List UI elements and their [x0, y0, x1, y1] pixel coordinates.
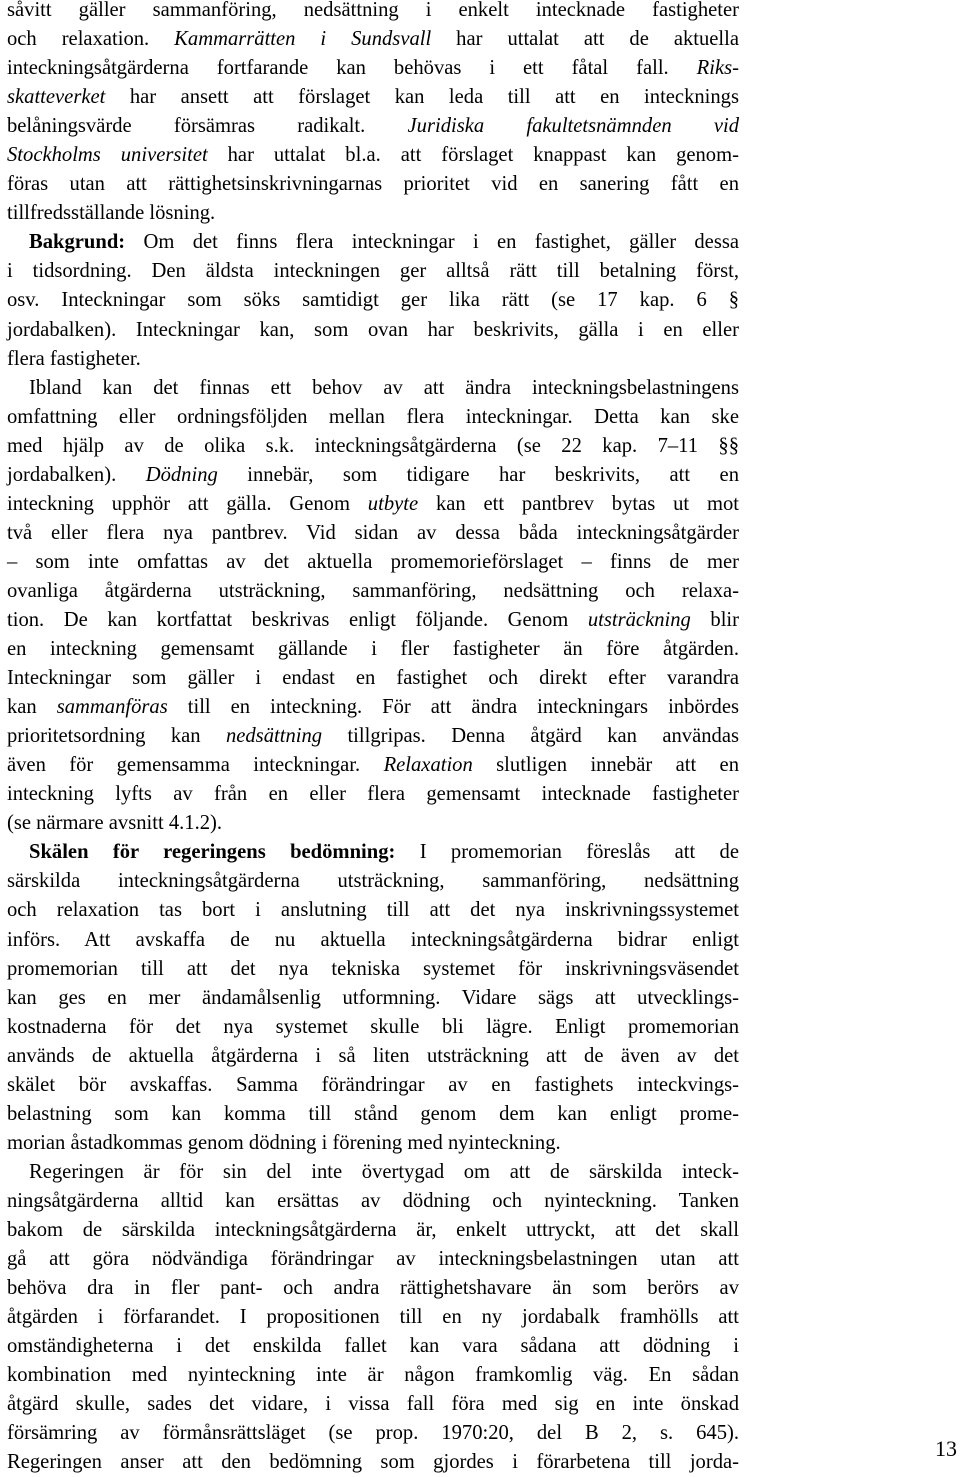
italic-text: utbyte: [367, 492, 419, 515]
text-line: [7, 25, 739, 54]
text-segment: inteckningsåtgärderna fortfarande kan behövas i ett fåtal fall.: [7, 57, 697, 80]
text-line: [7, 286, 739, 315]
italic-text: sammanföras: [56, 696, 168, 719]
text-line: [7, 112, 739, 141]
text-line: [7, 403, 739, 432]
text-line: [7, 83, 739, 112]
text-line: [7, 345, 739, 374]
text-line: [7, 1100, 739, 1129]
text-segment: osv. Inteckningar som söks samtidigt ger lika rätt (se 17 kap. 6 §: [7, 289, 739, 312]
text-segment: till en inteckning. För att ändra inteckningars inbördes: [167, 696, 739, 719]
bold-heading: Skälen för regeringens bedömning:: [29, 841, 396, 864]
text-segment: har ansett att förslaget kan leda till att en intecknings: [105, 86, 739, 109]
text-line: [7, 693, 739, 722]
text-line: [7, 635, 739, 664]
text-segment: även för gemensamma inteckningar.: [7, 754, 384, 777]
text-line: [7, 1129, 739, 1158]
italic-text: Juridiska fakultetsnämnden vid: [407, 115, 739, 138]
text-line: [7, 955, 739, 984]
italic-text: Relaxation: [383, 754, 473, 777]
italic-text: skatteverket: [7, 86, 106, 109]
text-line: [7, 1419, 739, 1448]
text-line: [7, 548, 739, 577]
text-segment: kan ett pantbrev bytas ut mot: [418, 492, 739, 515]
text-line: [7, 228, 739, 257]
text-segment: Inteckningar som gäller i endast en fastighet och direkt efter varandra: [7, 667, 739, 690]
text-segment: gå att göra nödvändiga förändringar av inteckningsbelastningen utan att: [7, 1248, 739, 1271]
text-segment: tion. De kan kortfattat beskrivas enligt följande. Genom: [7, 608, 588, 631]
text-segment: används de aktuella åtgärderna i så liten utsträckning att de även av det: [7, 1044, 739, 1067]
text-segment: promemorian till att det nya tekniska systemet för inskrivningsväsendet: [7, 957, 739, 980]
text-line: [7, 170, 739, 199]
text-line: [7, 1158, 739, 1187]
text-segment: två eller flera nya pantbrev. Vid sidan av dessa båda inteckningsåtgärder: [7, 521, 739, 544]
text-segment: slutligen innebär att en: [472, 754, 739, 777]
text-segment: tillfredsställande lösning.: [7, 202, 216, 225]
bold-heading: Bakgrund:: [29, 231, 126, 254]
text-line: [7, 1071, 739, 1100]
text-line: [7, 926, 739, 955]
text-segment: Regeringen är för sin del inte övertygad om att de särskilda inteck-: [29, 1160, 739, 1183]
text-segment: Regeringen anser att den bedömning som gjordes i förarbetena till jorda-: [7, 1451, 739, 1474]
text-segment: och relaxation tas bort i anslutning till att det nya inskrivningssystemet: [7, 899, 739, 922]
text-segment: tillgripas. Denna åtgärd kan användas: [322, 725, 739, 748]
text-line: [7, 1274, 739, 1303]
text-line: [7, 316, 739, 345]
text-segment: försämring av förmånsrättsläget (se prop. 1970:20, del B 2, s. 645).: [7, 1422, 739, 1445]
text-line: [7, 432, 739, 461]
text-segment: belåningsvärde försämras radikalt.: [7, 115, 408, 138]
text-segment: särskilda inteckningsåtgärderna utsträckning, sammanföring, nedsättning: [7, 870, 739, 893]
text-line: [7, 1332, 739, 1361]
text-line: [7, 664, 739, 693]
italic-text: Stockholms universitet: [7, 144, 208, 167]
text-line: [7, 1245, 739, 1274]
text-segment: kan ges en mer ändamålsenlig utformning. Vidare sägs att utvecklings-: [7, 986, 739, 1009]
text-segment: såvitt gäller sammanföring, nedsättning i enkelt intecknade fastigheter: [7, 0, 739, 21]
text-segment: – som inte omfattas av det aktuella promemorieförslaget – finns de mer: [7, 550, 739, 573]
page-number: 13: [935, 1436, 957, 1461]
document-body: [7, 0, 739, 1477]
text-segment: skälet bör avskaffas. Samma förändringar av en fastighets inteckvings-: [7, 1073, 739, 1096]
text-line: [7, 896, 739, 925]
text-segment: I promemorian föreslås att de: [395, 841, 739, 864]
text-segment: har uttalat bl.a. att förslaget knappast kan genom-: [207, 144, 739, 167]
text-segment: morian åstadkommas genom dödning i förening med nyinteckning.: [7, 1131, 561, 1154]
text-segment: i tidsordning. Den äldsta inteckningen ger alltså rätt till betalning först,: [7, 260, 739, 283]
text-segment: ningsåtgärderna alltid kan ersättas av dödning och nyinteckning. Tanken: [7, 1189, 739, 1212]
text-segment: Ibland kan det finnas ett behov av att ändra inteckningsbelastningens: [29, 376, 739, 399]
text-segment: och relaxation.: [7, 28, 175, 51]
text-segment: jordabalken).: [7, 463, 146, 486]
text-line: [7, 867, 739, 896]
text-segment: åtgärd skulle, sades det vidare, i vissa fall föra med sig en inte önskad: [7, 1393, 739, 1416]
text-segment: (se närmare avsnitt 4.1.2).: [7, 812, 223, 835]
text-segment: innebär, som tidigare har beskrivits, att en: [217, 463, 739, 486]
text-line: [7, 199, 739, 228]
text-segment: prioritetsordning kan: [7, 725, 226, 748]
text-segment: omfattning eller ordningsföljden mellan flera inteckningar. Detta kan ske: [7, 405, 739, 428]
text-segment: ovanliga åtgärderna utsträckning, sammanföring, nedsättning och relaxa-: [7, 579, 739, 602]
text-line: [7, 0, 739, 25]
italic-text: Kammarrätten i Sundsvall: [174, 28, 432, 51]
text-segment: en inteckning gemensamt gällande i fler fastigheter än före åtgärden.: [7, 638, 739, 661]
text-segment: jordabalken). Inteckningar kan, som ovan har beskrivits, gälla i en eller: [7, 318, 739, 341]
text-segment: bakom de särskilda inteckningsåtgärderna är, enkelt uttryckt, att det skall: [7, 1218, 739, 1241]
text-line: [7, 838, 739, 867]
text-line: [7, 1216, 739, 1245]
text-segment: införs. Att avskaffa de nu aktuella inteckningsåtgärderna bidrar enligt: [7, 928, 739, 951]
text-segment: omständigheterna i det enskilda fallet kan vara sådana att dödning i: [7, 1335, 739, 1358]
text-segment: inteckning upphör att gälla. Genom: [7, 492, 368, 515]
text-segment: behöva dra in fler pant- och andra rättighetshavare än som berörs av: [7, 1277, 739, 1300]
italic-text: Dödning: [145, 463, 218, 486]
text-line: [7, 751, 739, 780]
text-line: [7, 54, 739, 83]
text-line: [7, 1390, 739, 1419]
text-line: [7, 461, 739, 490]
text-line: [7, 490, 739, 519]
text-segment: har uttalat att de aktuella: [431, 28, 740, 51]
italic-text: Riks-: [696, 57, 739, 80]
text-line: [7, 780, 739, 809]
text-segment: föras utan att rättighetsinskrivningarnas prioritet vid en sanering fått en: [7, 173, 739, 196]
italic-text: nedsättning: [225, 725, 323, 748]
text-line: [7, 606, 739, 635]
italic-text: utsträckning: [587, 608, 691, 631]
text-segment: kan: [7, 696, 57, 719]
text-segment: inteckning lyfts av från en eller flera gemensamt intecknade fastigheter: [7, 783, 739, 806]
text-line: [7, 984, 739, 1013]
text-segment: kostnaderna för det nya systemet skulle bli lägre. Enligt promemorian: [7, 1015, 739, 1038]
text-line: [7, 722, 739, 751]
text-line: [7, 1013, 739, 1042]
text-line: [7, 1042, 739, 1071]
text-segment: belastning som kan komma till stånd genom dem kan enligt prome-: [7, 1102, 739, 1125]
text-line: [7, 1361, 739, 1390]
text-line: [7, 1303, 739, 1332]
text-line: [7, 577, 739, 606]
text-line: [7, 519, 739, 548]
text-line: [7, 374, 739, 403]
text-line: [7, 1187, 739, 1216]
text-segment: blir: [690, 608, 739, 631]
text-line: [7, 809, 739, 838]
text-segment: kombination med nyinteckning inte är någon framkomlig väg. En sådan: [7, 1364, 739, 1387]
text-segment: med hjälp av de olika s.k. inteckningsåtgärderna (se 22 kap. 7–11 §§: [7, 434, 739, 457]
text-line: [7, 141, 739, 170]
text-line: [7, 257, 739, 286]
text-segment: flera fastigheter.: [7, 347, 141, 370]
text-segment: åtgärden i förfarandet. I propositionen till en ny jordabalk framhölls att: [7, 1306, 739, 1329]
text-segment: Om det finns flera inteckningar i en fastighet, gäller dessa: [125, 231, 739, 254]
